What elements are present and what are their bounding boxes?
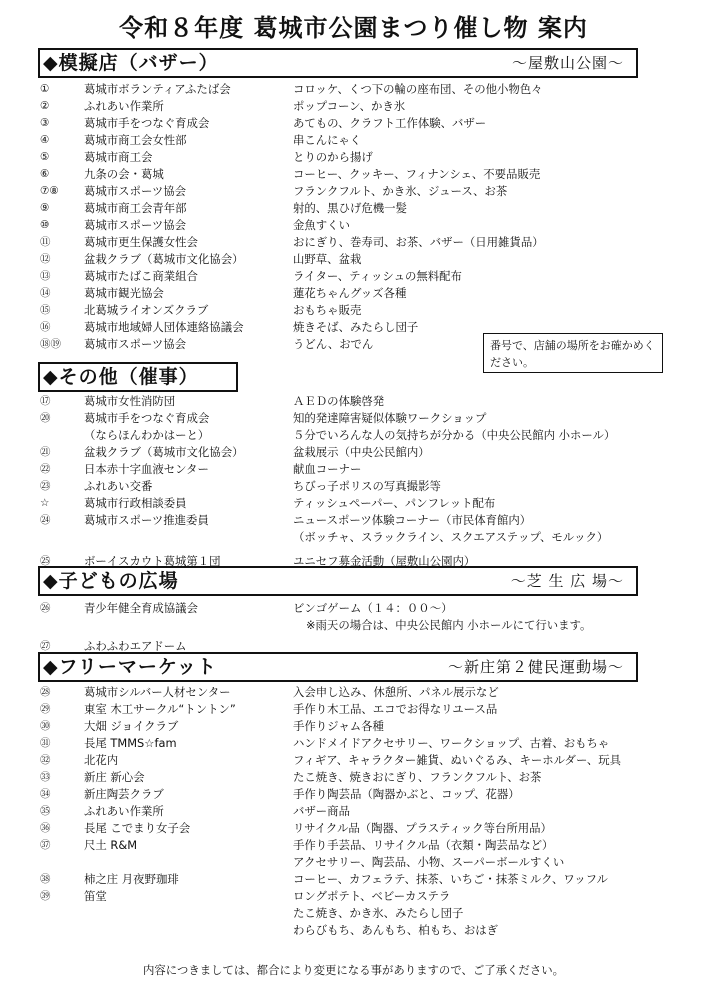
item-number: ㉛ (40, 737, 51, 749)
list-item (0, 98, 707, 115)
list-item (0, 200, 707, 217)
item-description: コロッケ、くつ下の輪の座布団、その他小物色々 (293, 82, 543, 96)
list-item (0, 854, 707, 871)
item-description: 射的、黒ひげ危機一髪 (293, 201, 407, 215)
list-item (0, 183, 707, 200)
list-item (0, 285, 707, 302)
item-description: とりのから揚げ (293, 150, 373, 164)
list-item (0, 769, 707, 786)
item-number: ㉜ (40, 754, 51, 766)
organization-name: 葛城市商工会青年部 (84, 201, 187, 215)
item-description: 手作り陶芸品（陶器かぶと、コップ、花器） (293, 787, 520, 801)
list-item (0, 617, 707, 634)
item-number: ⑬ (40, 270, 51, 282)
item-description: ＡＥＤの体験啓発 (293, 394, 385, 408)
list-item (0, 735, 707, 752)
organization-name: 葛城市地域婦人団体連絡協議会 (84, 320, 244, 334)
section-location: ～屋敷山公園～ (511, 54, 624, 72)
list-item (0, 393, 707, 410)
section-header-flea-market (38, 652, 638, 682)
organization-name: 柿之庄 月夜野珈琲 (84, 872, 179, 886)
organization-name: 葛城市商工会 (84, 150, 153, 164)
item-number: ㉕ (40, 555, 51, 567)
item-number: ⑥ (40, 168, 50, 180)
item-description: 手作り手芸品、リサイクル品（衣類・陶芸品など） (293, 838, 554, 852)
organization-name: ふれあい作業所 (84, 99, 164, 113)
section-location: ～芝 生 広 場～ (510, 572, 624, 590)
item-number: ㉞ (40, 788, 51, 800)
item-description: 知的発達障害疑似体験ワークショップ (293, 411, 487, 425)
organization-name: 尺土 R&M (84, 838, 138, 852)
item-description: ５分でいろんな人の気持ちが分かる（中央公民館内 小ホール） (293, 428, 616, 442)
organization-name: 葛城市手をつなぐ育成会 (84, 411, 210, 425)
item-number: ⑱⑲ (40, 338, 61, 350)
item-description: ※雨天の場合は、中央公民館内 小ホールにて行います。 (306, 618, 592, 632)
item-description: バザー商品 (293, 804, 350, 818)
item-description: コーヒー、クッキー、フィナンシェ、不要品販売 (293, 167, 541, 181)
list-item (0, 81, 707, 98)
item-number: ㉖ (40, 602, 51, 614)
item-description: ポップコーン、かき氷 (293, 99, 406, 113)
organization-name: 大畑 ジョイクラブ (84, 719, 179, 733)
organization-name: 九条の会・葛城 (84, 167, 164, 181)
item-description: ビンゴゲーム（１４：００～） (293, 601, 453, 615)
item-description: 手作りジャム各種 (293, 719, 384, 733)
organization-name: 葛城市更生保護女性会 (84, 235, 198, 249)
item-number: ㉘ (40, 686, 51, 698)
organization-name: 青少年健全育成協議会 (84, 601, 198, 615)
item-number: ㊲ (40, 839, 51, 851)
organization-name: 新庄 新心会 (84, 770, 145, 784)
organization-name: 葛城市スポーツ協会 (84, 337, 187, 351)
item-number: ⑩ (40, 219, 50, 231)
organization-name: 笛堂 (84, 889, 107, 903)
item-description: リサイクル品（陶器、プラスティック等台所用品） (293, 821, 552, 835)
item-description: 手作り木工品、エコでお得なリユース品 (293, 702, 498, 716)
organization-name: 葛城市観光協会 (84, 286, 164, 300)
item-number: ⑦⑧ (40, 185, 59, 197)
list-item (0, 600, 707, 617)
item-number: ⑮ (40, 304, 51, 316)
item-description: おにぎり、巻寿司、お茶、バザー（日用雑貨品） (293, 235, 544, 249)
item-description: ライター、ティッシュの無料配布 (293, 269, 462, 283)
list-item (0, 752, 707, 769)
organization-name: ふわふわエアドーム (84, 639, 187, 653)
item-description: アクセサリー、陶芸品、小物、スーパーボールすくい (293, 855, 565, 869)
organization-name: 新庄陶芸クラブ (84, 787, 164, 801)
item-number: ㉒ (40, 463, 51, 475)
organization-name: 葛城市シルバー人材センター (84, 685, 231, 699)
list-item (0, 251, 707, 268)
item-number: ㉔ (40, 514, 51, 526)
organization-name: 葛城市女性消防団 (84, 394, 176, 408)
item-description: フィギア、キャラクター雑貨、ぬいぐるみ、キーホルダー、玩具 (293, 753, 622, 767)
item-number: ㉙ (40, 703, 51, 715)
organization-name: 葛城市ボランティアふたば会 (84, 82, 231, 96)
item-number: ⑳ (40, 412, 51, 424)
item-number: ㉚ (40, 720, 51, 732)
organization-name: 葛城市スポーツ協会 (84, 218, 187, 232)
section-label: ◆その他（催事） (43, 366, 199, 388)
item-number: ⑪ (40, 236, 51, 248)
section-label: ◆子どもの広場 (43, 570, 179, 592)
map-note-box: 番号で、店舗の場所をお確かめください。 (483, 333, 663, 373)
list-item (0, 410, 707, 427)
organization-name: 北葛城ライオンズクラブ (84, 303, 209, 317)
organization-name: 葛城市スポーツ協会 (84, 184, 187, 198)
list-item (0, 553, 707, 570)
item-description: ティッシュペーパー、パンフレット配布 (293, 496, 496, 510)
item-number: ㉟ (40, 805, 51, 817)
organization-name: （ならほんわかはーと） (84, 428, 210, 442)
organization-name: 葛城市スポーツ推進委員 (84, 513, 209, 527)
organization-name: ボーイスカウト葛城第１団 (84, 554, 221, 568)
page-title: 令和８年度 葛城市公園まつり催し物 案内 (119, 13, 588, 42)
list-item (0, 319, 707, 336)
item-description: あてもの、クラフト工作体験、バザー (293, 116, 487, 130)
footer-note: 内容につきましては、都合により変更になる事がありますので、ご了承ください。 (143, 963, 564, 977)
item-description: 盆栽展示（中央公民館内） (293, 445, 430, 459)
list-item (0, 837, 707, 854)
organization-name: 長尾 TMMS☆fam (84, 736, 177, 750)
section-location: ～新庄第２健民運動場～ (447, 658, 624, 676)
list-item (0, 905, 707, 922)
item-description: ロングポテト、ベビーカステラ (293, 889, 451, 903)
list-item (0, 701, 707, 718)
section-header-kids (38, 566, 638, 596)
item-description: （ボッチャ、スラックライン、スクエアステップ、モルック） (293, 530, 609, 544)
list-item (0, 132, 707, 149)
item-description: ハンドメイドアクセサリー、ワークショップ、古着、おもちゃ (293, 736, 610, 750)
list-item (0, 461, 707, 478)
item-description: うどん、おでん (293, 337, 374, 351)
list-item (0, 217, 707, 234)
organization-name: ふれあい交番 (84, 479, 153, 493)
organization-name: 日本赤十字血液センター (84, 462, 209, 476)
list-item (0, 234, 707, 251)
list-item (0, 638, 707, 655)
organization-name: ふれあい作業所 (84, 804, 164, 818)
item-number: ㉝ (40, 771, 51, 783)
list-item (0, 336, 707, 353)
item-description: コーヒー、カフェラテ、抹茶、いちご・抹茶ミルク、ワッフル (293, 872, 608, 886)
list-item (0, 803, 707, 820)
list-item (0, 302, 707, 319)
organization-name: 葛城市手をつなぐ育成会 (84, 116, 210, 130)
list-item (0, 786, 707, 803)
list-item (0, 718, 707, 735)
list-item (0, 495, 707, 512)
item-number: ① (40, 83, 50, 95)
item-number: ㉗ (40, 640, 51, 652)
list-item (0, 268, 707, 285)
organization-name: 葛城市行政相談委員 (84, 496, 187, 510)
item-description: 焼きそば、みたらし団子 (293, 320, 419, 334)
organization-name: 東室 木工サークル“トントン” (84, 702, 236, 716)
list-item (0, 888, 707, 905)
item-description: ちびっ子ポリスの写真撮影等 (293, 479, 441, 493)
list-item (0, 149, 707, 166)
item-description: 入会申し込み、休憩所、パネル展示など (293, 685, 499, 699)
list-item (0, 478, 707, 495)
item-number: ⑰ (40, 395, 51, 407)
item-number: ② (40, 100, 50, 112)
item-number: ㊱ (40, 822, 51, 834)
item-description: たこ焼き、焼きおにぎり、フランクフルト、お茶 (293, 770, 542, 784)
list-item (0, 684, 707, 701)
list-item (0, 427, 707, 444)
item-number: ㉓ (40, 480, 51, 492)
item-number: ⑯ (40, 321, 51, 333)
item-description: 献血コーナー (293, 462, 362, 476)
item-description: 串こんにゃく (293, 133, 362, 147)
section-label: ◆フリーマーケット (43, 656, 217, 678)
item-number: ㊳ (40, 873, 51, 885)
item-description: 山野草、盆栽 (293, 252, 362, 266)
item-description: 金魚すくい (293, 218, 350, 232)
item-number: ⑨ (40, 202, 50, 214)
list-item (0, 820, 707, 837)
item-number: ⑫ (40, 253, 51, 265)
item-number: ⑤ (40, 151, 50, 163)
item-number: ☆ (40, 497, 50, 509)
item-number: ㉑ (40, 446, 51, 458)
item-number: ③ (40, 117, 50, 129)
section-label: ◆模擬店（バザー） (43, 52, 219, 74)
list-item (0, 166, 707, 183)
list-item (0, 512, 707, 529)
organization-name: 葛城市たばこ商業組合 (84, 269, 198, 283)
item-number: ④ (40, 134, 50, 146)
list-item (0, 871, 707, 888)
item-description: ユニセフ募金活動（屋敷山公園内） (293, 554, 476, 568)
organization-name: 長尾 こでまり女子会 (84, 821, 191, 835)
organization-name: 盆栽クラブ（葛城市文化協会） (84, 252, 244, 266)
item-number: ⑭ (40, 287, 51, 299)
section-header-events (38, 362, 238, 392)
organization-name: 葛城市商工会女性部 (84, 133, 187, 147)
section-header-bazaar (38, 48, 638, 78)
list-item (0, 922, 707, 939)
item-description: おもちゃ販売 (293, 303, 362, 317)
organization-name: 盆栽クラブ（葛城市文化協会） (84, 445, 244, 459)
list-item (0, 529, 707, 546)
item-description: わらびもち、あんもち、柏もち、おはぎ (293, 923, 499, 937)
list-item (0, 115, 707, 132)
item-description: 蓮花ちゃんグッズ各種 (293, 286, 407, 300)
item-description: たこ焼き、かき氷、みたらし団子 (293, 906, 464, 920)
item-description: ニュースポーツ体験コーナー（市民体育館内） (293, 513, 532, 527)
item-number: ㊴ (40, 890, 51, 902)
item-description: フランクフルト、かき氷、ジュース、お茶 (293, 184, 508, 198)
organization-name: 北花内 (84, 753, 119, 767)
list-item (0, 444, 707, 461)
